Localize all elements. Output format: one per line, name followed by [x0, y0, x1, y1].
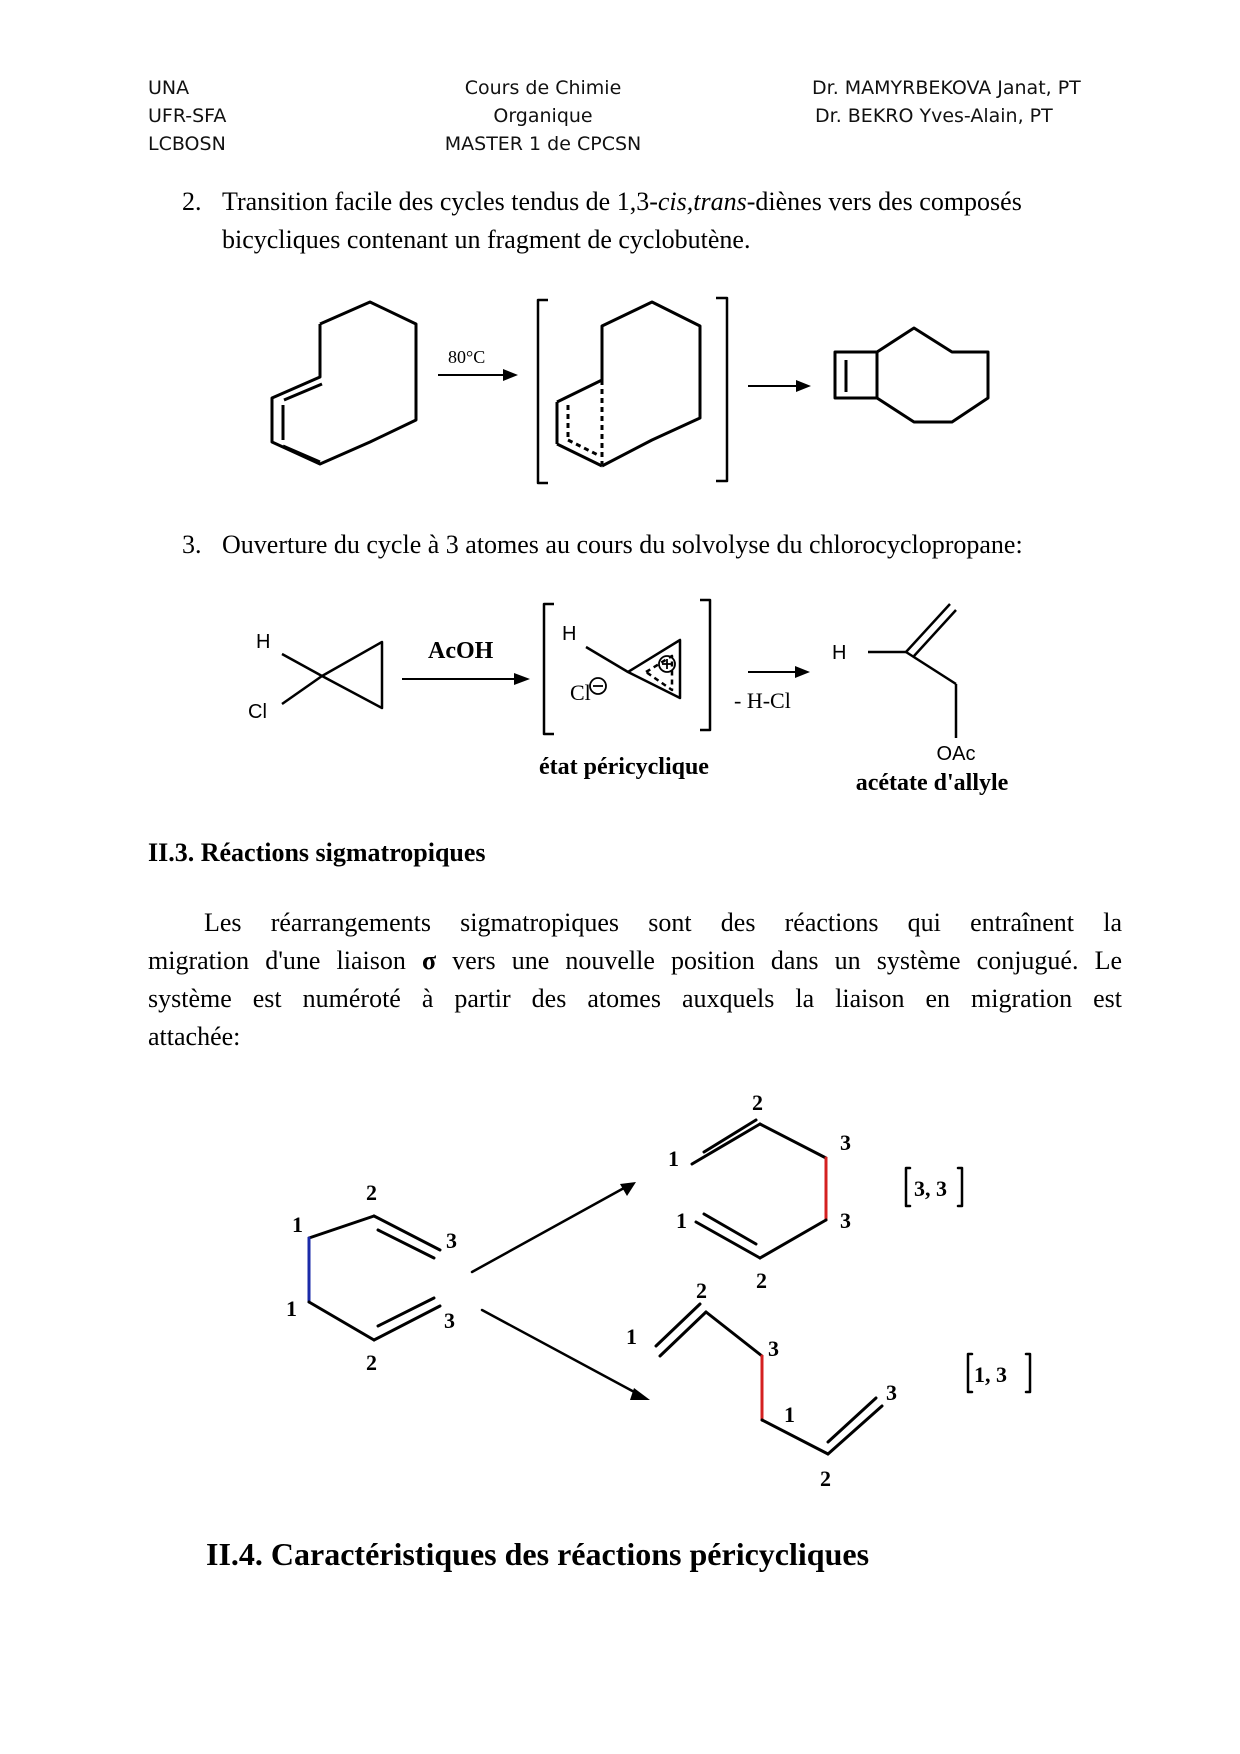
sigma-symbol: σ — [422, 946, 437, 975]
para-line-2: migration d'une liaison σ vers une nouvelle position dans un système conjugué. Le — [148, 946, 1122, 975]
header-left — [148, 74, 226, 158]
ts-h: H — [562, 623, 577, 645]
section-title-II4: II.4. Caractéristiques des réactions péricycliques — [206, 1536, 870, 1572]
atom-label: 3 — [768, 1336, 779, 1361]
ts-cl: Cl — [570, 680, 591, 705]
section-II3-paragraph — [148, 904, 1122, 1056]
para-line-1: Les réarrangements sigmatropiques sont des réactions qui entraînent la — [204, 908, 1122, 937]
notation-33: 3, 3 — [914, 1176, 947, 1201]
atom-label: 2 — [366, 1350, 377, 1375]
atom-label: 1 — [286, 1296, 297, 1321]
header-right — [812, 74, 1081, 130]
header-faculty: UFR-SFA — [148, 105, 227, 127]
reactant-h: H — [256, 631, 271, 653]
product-caption: acétate d'allyle — [855, 770, 1009, 796]
list-number: 2. — [182, 187, 202, 216]
header-author-2: Dr. BEKRO Yves-Alain, PT — [815, 105, 1053, 127]
list-number: 3. — [182, 530, 202, 559]
para-line-3: système est numéroté à partir des atomes auxquels la liaison en migration est — [148, 984, 1122, 1013]
item-3-text: Ouverture du cycle à 3 atomes au cours du solvolyse du chlorocyclopropane: — [222, 530, 1023, 559]
atom-label: 2 — [756, 1268, 767, 1293]
header-author-1: Dr. MAMYRBEKOVA Janat, PT — [812, 77, 1081, 99]
atom-label: 3 — [840, 1130, 851, 1155]
atom-label: 1 — [292, 1212, 303, 1237]
atom-label: 3 — [444, 1308, 455, 1333]
atom-label: 3 — [840, 1208, 851, 1233]
cyclopropane-ring — [322, 642, 382, 708]
header-center — [418, 74, 668, 158]
atom-label: 3 — [446, 1228, 457, 1253]
notation-13: 1, 3 — [974, 1362, 1007, 1387]
header-course: Cours de Chimie Organique — [464, 77, 622, 127]
atom-label: 1 — [676, 1208, 687, 1233]
atom-label: 2 — [696, 1278, 707, 1303]
atom-label: 1 — [626, 1324, 637, 1349]
item-2-line-2: bicycliques contenant un fragment de cyclobutène. — [222, 225, 751, 254]
elimination-label: - H-Cl — [734, 688, 791, 713]
atom-label: 3 — [886, 1380, 897, 1405]
scheme-sigmatropic — [0, 1080, 1240, 1500]
list-item-3 — [182, 526, 1122, 566]
scheme-solvolysis — [0, 590, 1240, 820]
product-h: H — [832, 642, 847, 664]
header-institution: UNA — [148, 77, 190, 99]
para-line-4: attachée: — [148, 1022, 241, 1051]
atom-label: 1 — [668, 1146, 679, 1171]
ts-caption: état péricyclique — [539, 754, 709, 780]
reactant-cl: Cl — [248, 701, 267, 723]
list-item-2 — [182, 183, 1122, 263]
atom-label: 2 — [752, 1090, 763, 1115]
section-title-II3: II.3. Réactions sigmatropiques — [148, 838, 486, 867]
product-oac: OAc — [936, 743, 976, 765]
header-level: MASTER 1 de CPCSN — [444, 133, 642, 155]
cyclohexane-fix — [0, 270, 1240, 500]
reagent-label: AcOH — [428, 638, 494, 664]
header-lab: LCBOSN — [148, 133, 226, 155]
atom-label: 2 — [820, 1466, 831, 1491]
condition-label: 80°C — [448, 347, 486, 367]
item-2-line-1: Transition facile des cycles tendus de 1,3-cis,trans-diènes vers des composés — [222, 187, 1022, 216]
atom-label: 1 — [784, 1402, 795, 1427]
atom-label: 2 — [366, 1180, 377, 1205]
